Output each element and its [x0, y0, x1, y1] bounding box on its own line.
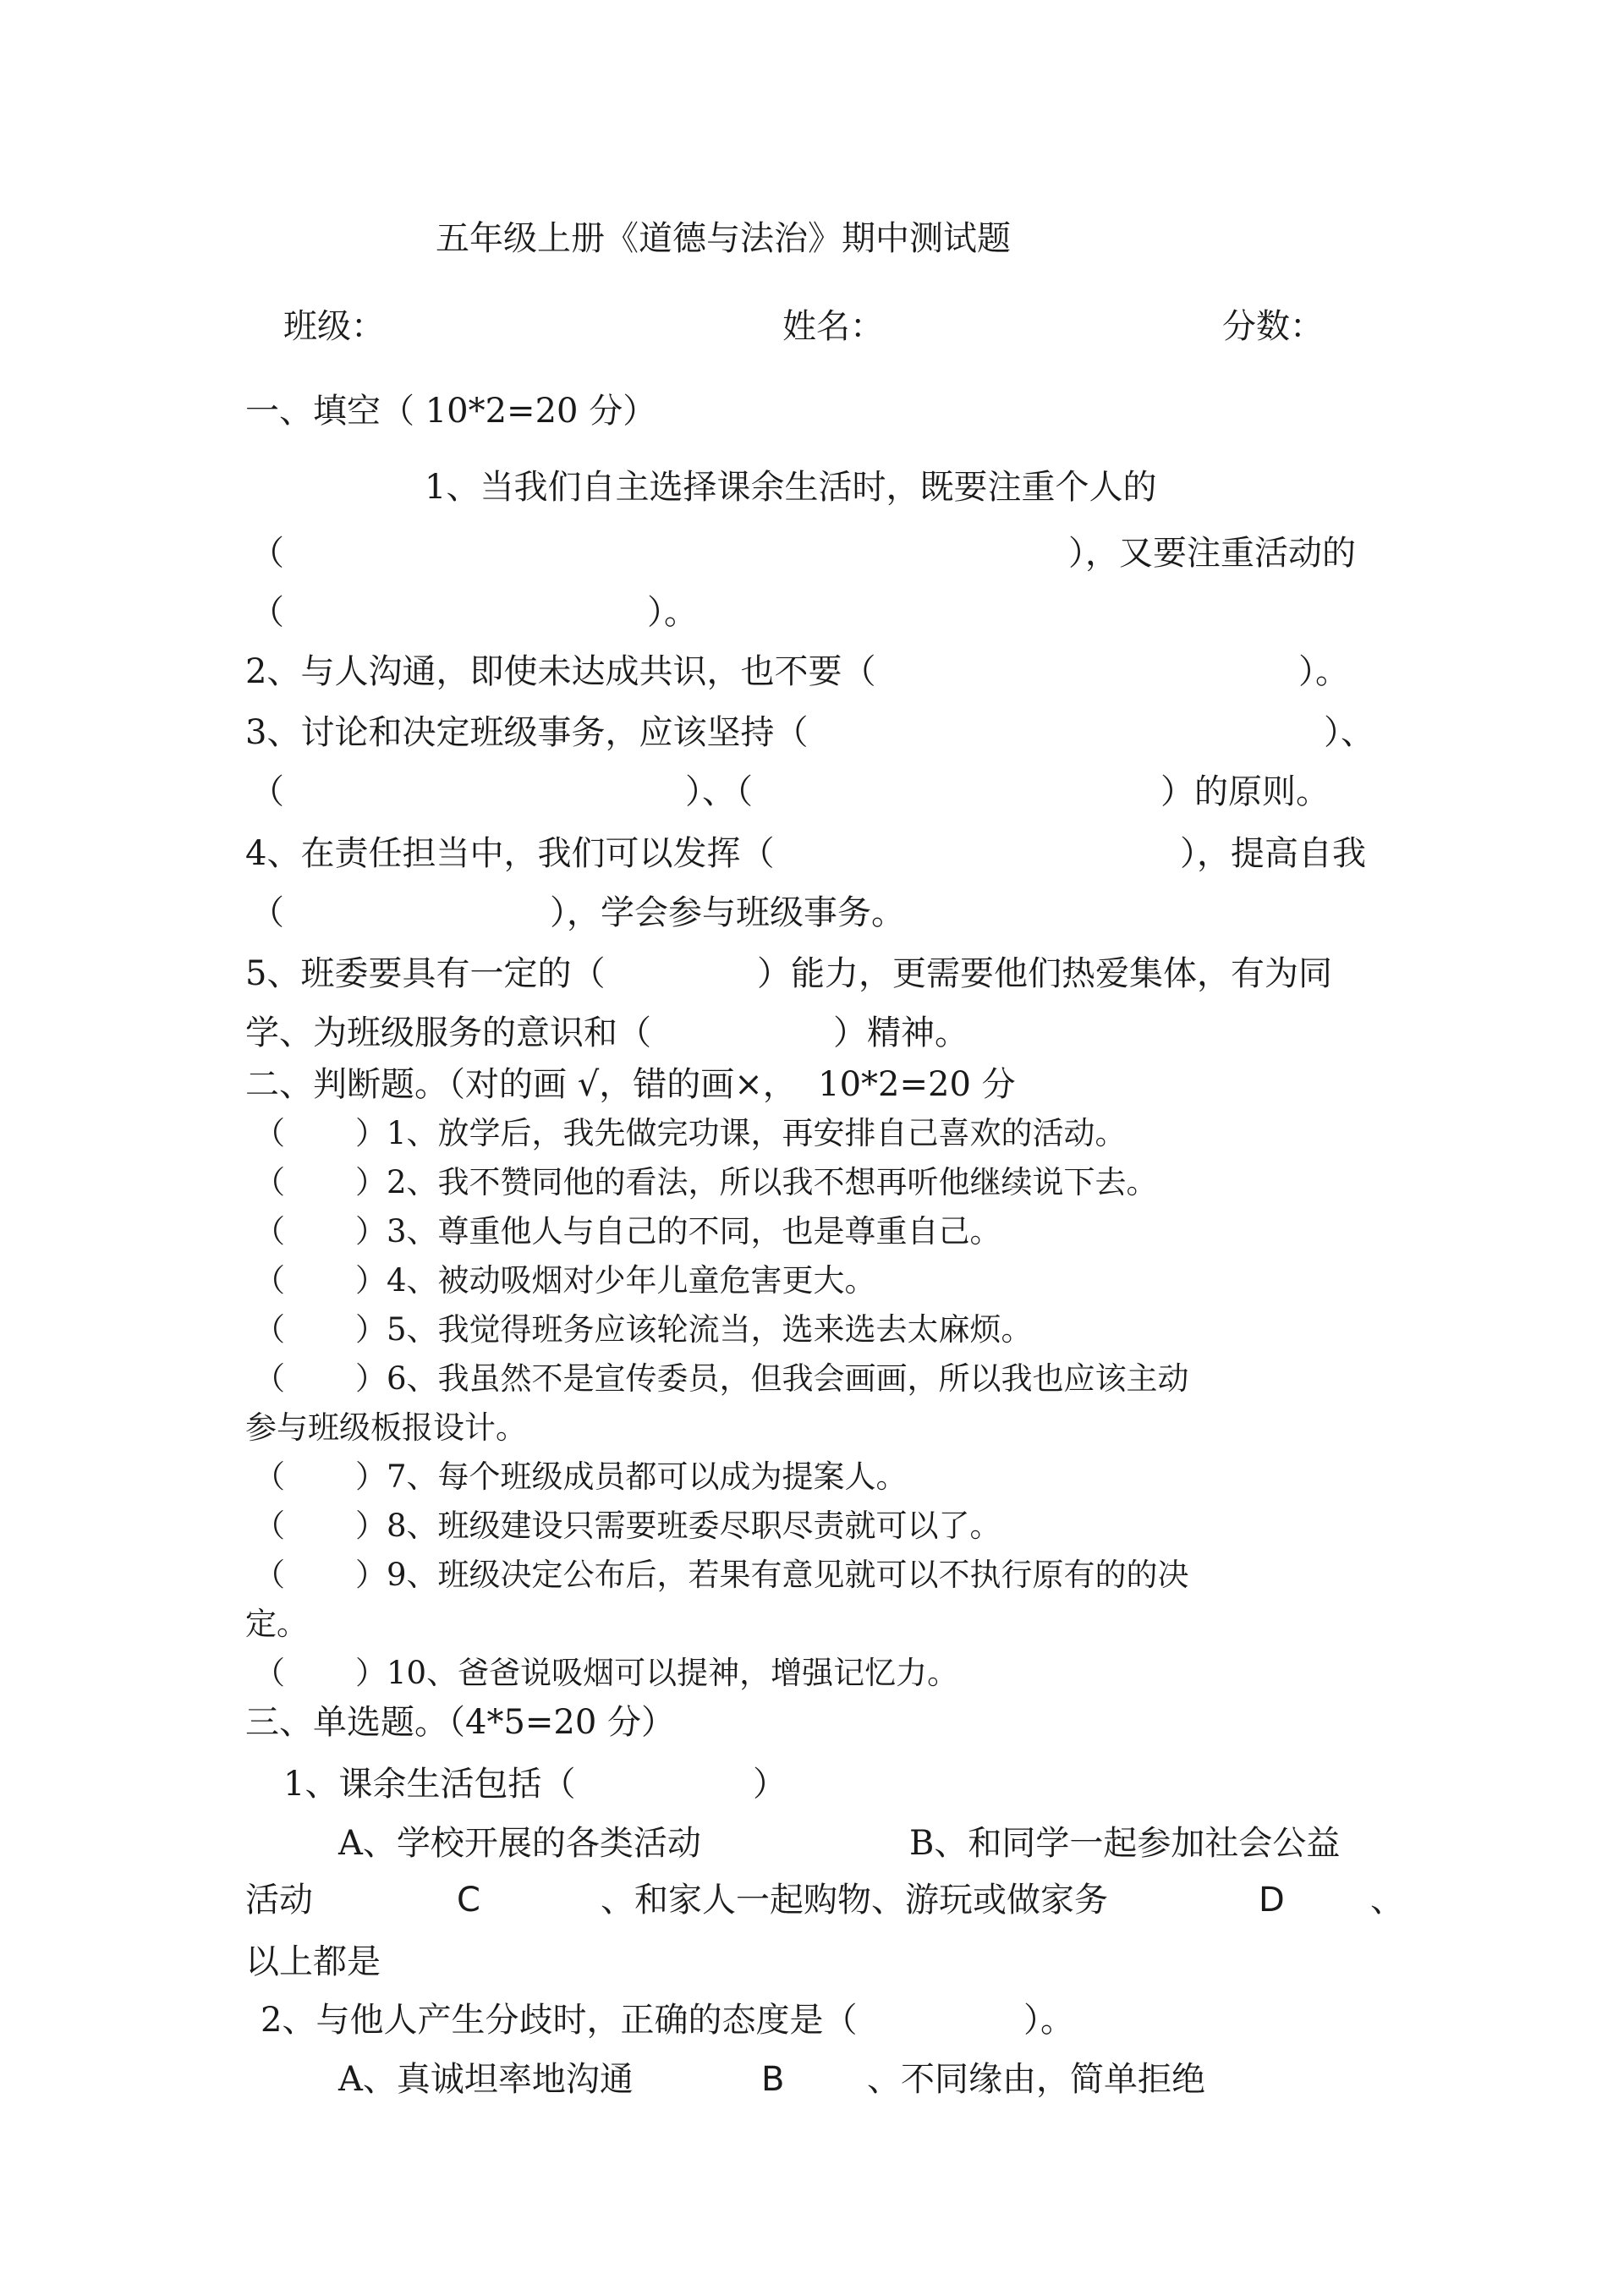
mc1-option-d: 以上都是: [245, 1942, 381, 1981]
tf-item-7-paren: （: [254, 1458, 285, 1495]
tf-item-2-paren: （: [254, 1164, 285, 1200]
q1-line1: 1、当我们自主选择课余生活时，既要注重个人的: [425, 468, 1157, 507]
q1-open-paren: （: [250, 534, 284, 573]
q3-line2-open: （: [250, 772, 284, 811]
mc1-stem: 1、课余生活包括（: [283, 1765, 576, 1804]
tf-item-10: ）10、爸爸说吸烟可以提神，增强记忆力。: [355, 1655, 959, 1691]
tf-item-8-paren: （: [254, 1508, 285, 1544]
tf-item-2: ）2、我不赞同他的看法，所以我不想再听他继续说下去。: [355, 1164, 1158, 1200]
tf-item-9: ）9、班级决定公布后，若果有意见就可以不执行原有的的决: [355, 1557, 1189, 1593]
tf-item-3: ）3、尊重他人与自己的不同，也是尊重自己。: [355, 1213, 1001, 1250]
mc1-stem-close: ）: [753, 1765, 787, 1804]
q5-line2-close: ）精神。: [833, 1013, 968, 1052]
tf-item-6-paren: （: [254, 1360, 285, 1397]
tf-item-4: ）4、被动吸烟对少年儿童危害更大。: [355, 1262, 876, 1299]
mc1-option-d-sep: 、: [1370, 1881, 1404, 1920]
q4-line2-close: ），学会参与班级事务。: [550, 893, 905, 932]
tf-item-5-paren: （: [254, 1311, 285, 1348]
class-label: 班级：: [283, 307, 385, 346]
mc2-option-a: A、真诚坦率地沟通: [338, 2060, 634, 2099]
q1-line2: ），又要注重活动的: [1068, 534, 1356, 573]
score-label: 分数：: [1222, 307, 1324, 346]
section2-heading: 二、判断题。（对的画 √，错的画×， 10*2=20 分: [245, 1065, 1016, 1104]
mc1-option-b-cont: 活动: [245, 1881, 313, 1920]
section3-heading: 三、单选题。（4*5=20 分）: [245, 1703, 676, 1742]
q5-line1: 5、班委要具有一定的（: [245, 954, 606, 993]
tf-item-1-paren: （: [254, 1115, 285, 1151]
tf-item-5: ）5、我觉得班务应该轮流当，选来选去太麻烦。: [355, 1311, 1033, 1348]
tf-item-6: ）6、我虽然不是宣传委员，但我会画画，所以我也应该主动: [355, 1360, 1189, 1397]
tf-item-8: ）8、班级建设只需要班委尽职尽责就可以了。: [355, 1508, 1001, 1544]
q3-line1: 3、讨论和决定班级事务，应该坚持（: [245, 713, 809, 752]
mc1-option-b: B、和同学一起参加社会公益: [909, 1824, 1341, 1863]
tf-item-7: ）7、每个班级成员都可以成为提案人。: [355, 1458, 908, 1495]
tf-item-4-paren: （: [254, 1262, 285, 1299]
mc2-stem: 2、与他人产生分歧时，正确的态度是（: [261, 2001, 858, 2040]
mc2-option-b: 、不同缘由，简单拒绝: [867, 2060, 1205, 2099]
q4-line1-close: ），提高自我: [1180, 834, 1366, 873]
tf-item-9-cont: 定。: [245, 1606, 308, 1642]
mc2-option-b-letter: B: [761, 2060, 785, 2099]
mc1-option-d-letter: D: [1259, 1881, 1285, 1920]
tf-item-3-paren: （: [254, 1213, 285, 1250]
tf-item-1: ）1、放学后，我先做完功课，再安排自己喜欢的活动。: [355, 1115, 1127, 1151]
q3-line2-mid: ）、（: [685, 772, 753, 811]
tf-item-9-paren: （: [254, 1557, 285, 1593]
q2-text: 2、与人沟通，即使未达成共识，也不要（: [245, 652, 876, 691]
mc1-option-c: 、和家人一起购物、游玩或做家务: [601, 1881, 1108, 1920]
mc1-option-c-letter: C: [457, 1881, 480, 1920]
q5-line1-mid: ）能力，更需要他们热爱集体，有为同: [757, 954, 1332, 993]
section1-heading: 一、填空（ 10*2=20 分）: [245, 392, 657, 431]
q1-line3-open: （: [250, 593, 284, 632]
tf-item-10-paren: （: [254, 1655, 285, 1691]
q2-close: ）。: [1298, 652, 1349, 691]
q3-line1-close: ）、: [1324, 713, 1374, 752]
q1-line3-close: ）。: [647, 593, 698, 632]
name-label: 姓名：: [782, 307, 884, 346]
q5-line2: 学、为班级服务的意识和（: [245, 1013, 651, 1052]
tf-item-6-cont: 参与班级板报设计。: [245, 1409, 527, 1446]
page-title: 五年级上册《道德与法治》期中测试题: [436, 219, 1011, 258]
mc1-option-a: A、学校开展的各类活动: [338, 1824, 701, 1863]
q4-line1: 4、在责任担当中，我们可以发挥（: [245, 834, 775, 873]
q4-line2-open: （: [250, 893, 284, 932]
mc2-stem-close: ）。: [1023, 2001, 1074, 2040]
q3-line2-close: ）的原则。: [1160, 772, 1330, 811]
